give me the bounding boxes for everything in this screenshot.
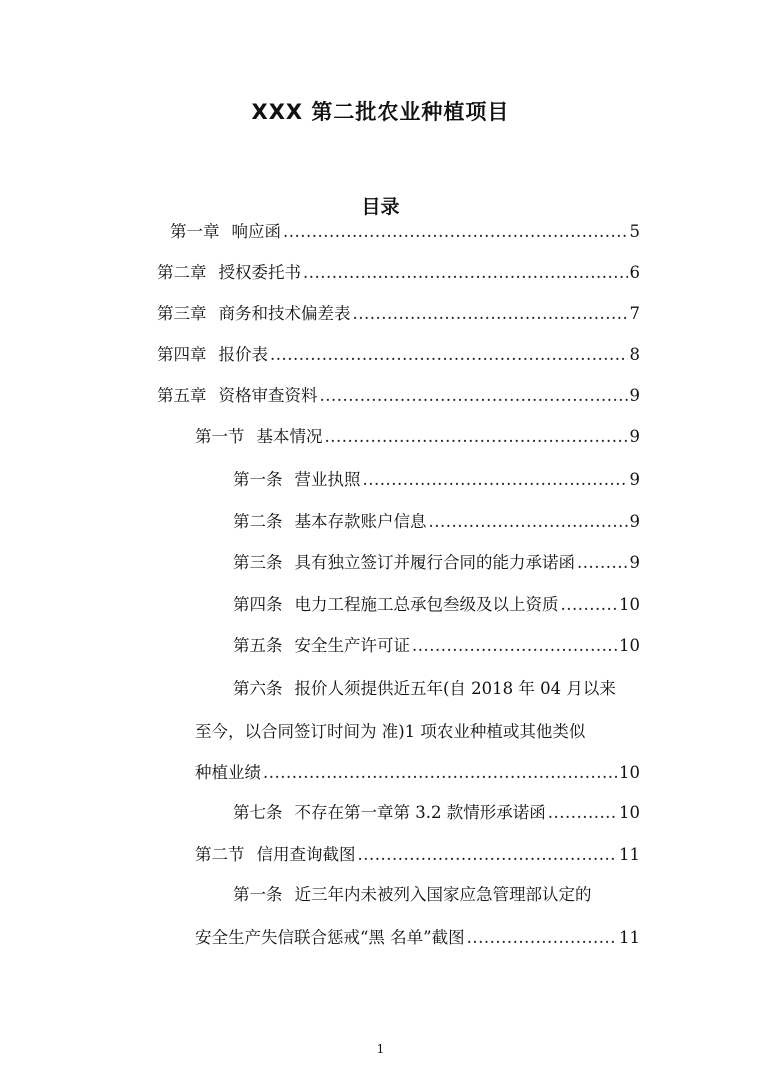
toc-title: 授权委托书 xyxy=(218,263,301,282)
toc-entry-art3[interactable] xyxy=(233,550,640,576)
toc-title: 报价人须提供近五年(自 2018 年 04 月以来 xyxy=(294,679,616,698)
toc-entry-sec1[interactable] xyxy=(195,424,640,450)
toc-entry-ch2[interactable] xyxy=(157,260,640,286)
toc-leader-dots xyxy=(363,467,628,493)
toc-title-continued: 至今，以合同签订时间为 准)1 项农业种植或其他类似 xyxy=(195,722,586,741)
toc-entry-ch5[interactable] xyxy=(157,383,640,409)
toc-page: 7 xyxy=(629,304,640,323)
toc-heading: 目录 xyxy=(361,196,400,218)
toc-title: 商务和技术偏差表 xyxy=(218,304,351,323)
toc-label: 第六条 xyxy=(233,679,283,698)
toc-entry-art6-line2 xyxy=(195,719,640,745)
toc-label: 第一节 xyxy=(195,427,245,446)
toc-leader-dots xyxy=(325,424,628,450)
toc-title: 响应函 xyxy=(231,222,281,241)
toc-label: 第一条 xyxy=(233,470,283,489)
toc-leader-dots xyxy=(303,260,628,286)
toc-label: 第二章 xyxy=(157,263,207,282)
toc-leader-dots xyxy=(467,925,617,951)
toc-page: 10 xyxy=(619,595,640,614)
toc-title: 电力工程施工总承包叁级及以上资质 xyxy=(294,595,559,614)
toc-entry-ch1[interactable] xyxy=(170,219,640,245)
toc-label: 第四条 xyxy=(233,595,283,614)
toc-entry-art2[interactable] xyxy=(233,509,640,535)
toc-entry-art8-line1 xyxy=(233,882,640,908)
toc-label: 第五章 xyxy=(157,386,207,405)
toc-label: 第七条 xyxy=(233,803,283,822)
toc-title: 报价表 xyxy=(218,345,268,364)
toc-page: 9 xyxy=(629,427,640,446)
toc-leader-dots xyxy=(263,760,617,786)
toc-label: 第一条 xyxy=(233,885,283,904)
toc-page: 11 xyxy=(619,845,640,864)
toc-leader-dots xyxy=(320,383,628,409)
toc-title-continued: 安全生产失信联合惩戒“黑 名单”截图 xyxy=(195,928,465,947)
toc-label: 第三章 xyxy=(157,304,207,323)
toc-entry-art6-line3 xyxy=(195,760,640,786)
toc-label: 第三条 xyxy=(233,553,283,572)
toc-leader-dots xyxy=(358,842,618,868)
toc-title: 不存在第一章第 3.2 款情形承诺函 xyxy=(294,803,546,822)
toc-title: 基本情况 xyxy=(256,427,323,446)
toc-label: 第二节 xyxy=(195,845,245,864)
toc-page: 5 xyxy=(629,222,640,241)
toc-label: 第二条 xyxy=(233,512,283,531)
toc-leader-dots xyxy=(353,301,628,327)
toc-entry-art6-line1 xyxy=(233,676,640,702)
toc-entry-art5[interactable] xyxy=(233,633,640,659)
toc-title: 近三年内未被列入国家应急管理部认定的 xyxy=(294,885,592,904)
toc-title: 具有独立签订并履行合同的能力承诺函 xyxy=(294,553,575,572)
toc-entry-ch3[interactable] xyxy=(157,301,640,327)
toc-leader-dots xyxy=(429,509,628,535)
toc-title: 资格审查资料 xyxy=(218,386,318,405)
toc-leader-dots xyxy=(577,550,628,576)
toc-leader-dots xyxy=(561,592,618,618)
document-title: XXX 第二批农业种植项目 xyxy=(251,100,510,124)
toc-title: 信用查询截图 xyxy=(256,845,356,864)
toc-page: 8 xyxy=(629,345,640,364)
toc-entry-art4[interactable] xyxy=(233,592,640,618)
page-number: 1 xyxy=(376,1042,385,1056)
toc-entry-sec2[interactable] xyxy=(195,842,640,868)
toc-page: 9 xyxy=(629,512,640,531)
toc-page: 9 xyxy=(629,553,640,572)
toc-title: 基本存款账户信息 xyxy=(294,512,427,531)
toc-label: 第五条 xyxy=(233,636,283,655)
toc-label: 第一章 xyxy=(170,222,220,241)
toc-leader-dots xyxy=(270,342,628,368)
toc-entry-art8-line2 xyxy=(195,925,640,951)
toc-title: 安全生产许可证 xyxy=(294,636,410,655)
toc-label: 第四章 xyxy=(157,345,207,364)
toc-leader-dots xyxy=(412,633,617,659)
toc-title-continued: 种植业绩 xyxy=(195,763,261,782)
toc-page: 10 xyxy=(619,803,640,822)
toc-page: 9 xyxy=(629,386,640,405)
toc-page: 11 xyxy=(619,928,640,947)
toc-leader-dots xyxy=(548,800,617,826)
toc-entry-ch4[interactable] xyxy=(157,342,640,368)
toc-page: 10 xyxy=(619,636,640,655)
toc-title: 营业执照 xyxy=(294,470,361,489)
toc-entry-art1[interactable] xyxy=(233,467,640,493)
toc-page: 10 xyxy=(619,763,640,782)
toc-leader-dots xyxy=(283,219,628,245)
toc-entry-art7[interactable] xyxy=(233,800,640,826)
toc-page: 6 xyxy=(629,263,640,282)
toc-page: 9 xyxy=(629,470,640,489)
